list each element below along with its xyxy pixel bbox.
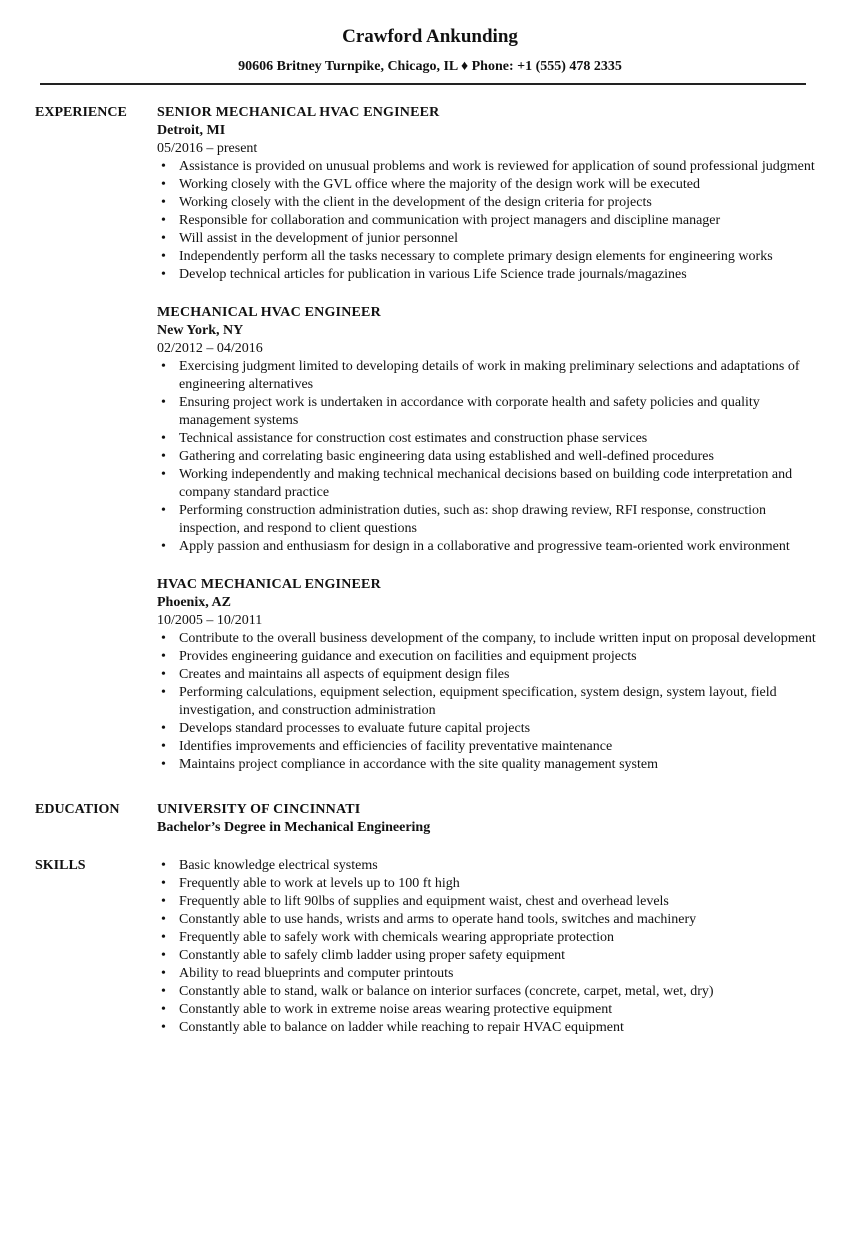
job-bullets	[157, 358, 820, 556]
bullet-item: • Identifies improvements and efficiencies of facility preventative maintenance	[157, 738, 820, 756]
bullet-item: • Provides engineering guidance and execution on facilities and equipment projects	[157, 648, 820, 666]
bullet-item: • Assistance is provided on unusual problems and work is reviewed for application of sound professional judgment	[157, 158, 820, 176]
job-dates: 02/2012 – 04/2016	[157, 341, 263, 356]
candidate-name: Crawford Ankunding	[342, 26, 518, 47]
skill-item: • Constantly able to work in extreme noise areas wearing protective equipment	[157, 1001, 820, 1019]
skill-item: • Constantly able to use hands, wrists and arms to operate hand tools, switches and machinery	[157, 911, 820, 929]
bullet-item: • Working closely with the client in the development of the design criteria for projects	[157, 194, 820, 212]
skill-item: • Constantly able to balance on ladder while reaching to repair HVAC equipment	[157, 1019, 820, 1037]
skill-item: • Constantly able to safely climb ladder using proper safety equipment	[157, 947, 820, 965]
job-bullets	[157, 158, 820, 284]
job-dates: 10/2005 – 10/2011	[157, 613, 263, 628]
job-location: New York, NY	[157, 323, 244, 338]
degree-name: Bachelor’s Degree in Mechanical Engineering	[157, 820, 431, 835]
education-body	[157, 801, 860, 837]
bullet-item: • Contribute to the overall business development of the company, to include written input on proposal development	[157, 630, 820, 648]
job-title: MECHANICAL HVAC ENGINEER	[157, 305, 381, 320]
bullet-item: • Working independently and making technical mechanical decisions based on building code interpretation and company standard practice	[157, 466, 820, 502]
skills-body	[157, 857, 860, 1037]
job-entry	[157, 304, 820, 556]
job-dates: 05/2016 – present	[157, 141, 258, 156]
experience-section	[0, 104, 860, 774]
bullet-item: • Will assist in the development of junior personnel	[157, 230, 820, 248]
bullet-item: • Develops standard processes to evaluate future capital projects	[157, 720, 820, 738]
job-location: Detroit, MI	[157, 123, 226, 138]
contact-line: 90606 Britney Turnpike, Chicago, IL ♦ Phone: +1 (555) 478 2335	[238, 59, 622, 74]
education-label: EDUCATION	[35, 802, 120, 817]
job-bullets	[157, 630, 820, 774]
bullet-item: • Apply passion and enthusiasm for design in a collaborative and progressive team-oriented work environment	[157, 538, 820, 556]
bullet-item: • Responsible for collaboration and communication with project managers and discipline manager	[157, 212, 820, 230]
job-entry	[157, 576, 820, 774]
bullet-item: • Performing calculations, equipment selection, equipment specification, system design, system layout, field investigation, and construction administration	[157, 684, 820, 720]
skills-label: SKILLS	[35, 858, 86, 873]
experience-list	[157, 104, 860, 774]
bullet-item: • Independently perform all the tasks necessary to complete primary design elements for engineering works	[157, 248, 820, 266]
skills-section	[0, 857, 860, 1037]
bullet-item: • Develop technical articles for publication in various Life Science trade journals/magazines	[157, 266, 820, 284]
skill-item: • Frequently able to lift 90lbs of supplies and equipment waist, chest and overhead levels	[157, 893, 820, 911]
header-divider	[40, 83, 806, 85]
bullet-item: • Working closely with the GVL office where the majority of the design work will be executed	[157, 176, 820, 194]
school-name: UNIVERSITY OF CINCINNATI	[157, 802, 361, 817]
bullet-item: • Technical assistance for construction cost estimates and construction phase services	[157, 430, 820, 448]
bullet-item: • Creates and maintains all aspects of equipment design files	[157, 666, 820, 684]
bullet-item: • Gathering and correlating basic engineering data using established and well-defined procedures	[157, 448, 820, 466]
job-title: HVAC MECHANICAL ENGINEER	[157, 577, 381, 592]
bullet-item: • Performing construction administration duties, such as: shop drawing review, RFI response, construction inspection, and respond to client questions	[157, 502, 820, 538]
education-section	[0, 801, 860, 837]
skill-item: • Ability to read blueprints and computer printouts	[157, 965, 820, 983]
skill-item: • Basic knowledge electrical systems	[157, 857, 820, 875]
bullet-item: • Maintains project compliance in accordance with the site quality management system	[157, 756, 820, 774]
bullet-item: • Exercising judgment limited to developing details of work in making preliminary selections and adaptations of engineering alternatives	[157, 358, 820, 394]
job-entry	[157, 104, 820, 284]
bullet-item: • Ensuring project work is undertaken in accordance with corporate health and safety policies and quality management systems	[157, 394, 820, 430]
skill-item: • Constantly able to stand, walk or balance on interior surfaces (concrete, carpet, metal, wet, dry)	[157, 983, 820, 1001]
skills-list	[157, 857, 820, 1037]
job-title: SENIOR MECHANICAL HVAC ENGINEER	[157, 105, 440, 120]
skill-item: • Frequently able to work at levels up to 100 ft high	[157, 875, 820, 893]
resume-header	[0, 0, 860, 85]
job-location: Phoenix, AZ	[157, 595, 231, 610]
skill-item: • Frequently able to safely work with chemicals wearing appropriate protection	[157, 929, 820, 947]
experience-label: EXPERIENCE	[35, 105, 127, 120]
